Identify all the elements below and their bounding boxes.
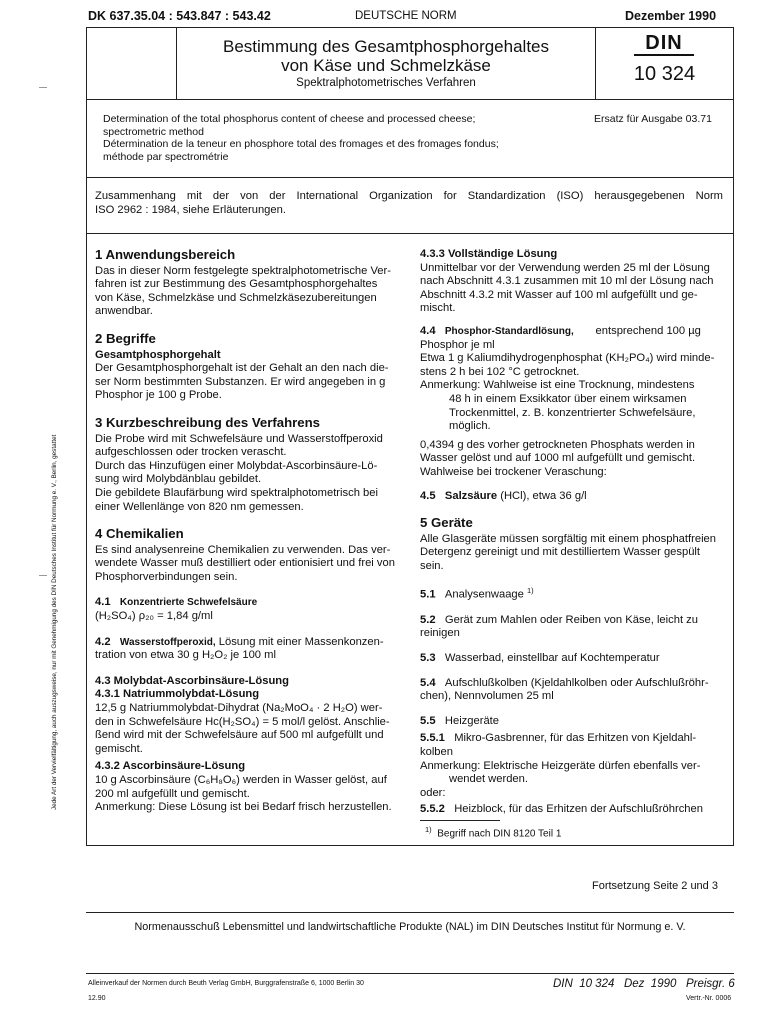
item-5-4 — [420, 677, 725, 691]
section-3-text: Die Probe wird mit Schwefelsäure und Wasserstoffperoxid — [95, 432, 383, 445]
subsection-4-5-heading — [420, 490, 725, 504]
header-rule-top — [86, 27, 734, 28]
footnote-rule — [420, 820, 500, 821]
subsection-4-3-3-heading: 4.3.3 Vollständige Lösung — [420, 248, 558, 260]
subsection-text: tration von etwa 30 g H₂O₂ je 100 ml — [95, 649, 276, 662]
title-line-1: Bestimmung des Gesamtphosphorgehaltes — [222, 37, 549, 56]
section-1-text: anwendbar. — [95, 305, 153, 318]
section-2-text: Der Gesamtphosphorgehalt ist der Gehalt an den nach die- — [95, 362, 389, 375]
subsection-text: stens 2 h bei 102 °C getrocknet. — [420, 365, 580, 378]
din-reference: DIN 10 324 Dez 1990 Preisgr. 6 — [553, 978, 735, 990]
footnote — [425, 825, 561, 839]
footnote-reference: 1) — [527, 586, 534, 596]
iso-relationship — [95, 190, 723, 218]
subsection-number: 4.4 — [420, 324, 436, 337]
subsection-text: nach Abschnitt 4.3.1 zusammen mit 10 ml der Lösung nach — [420, 275, 714, 288]
item-text: kolben — [420, 745, 453, 758]
english-title-2: spectrometric method — [103, 125, 204, 138]
section-3-text: Die gebildete Blaufärbung wird spektralphotometrisch bei — [95, 486, 378, 499]
note-text: Anmerkung: Wahlweise ist eine Trocknung, mindestens — [420, 379, 695, 392]
subsection-4-2-heading — [95, 636, 400, 650]
subsection-number: 4.5 — [420, 489, 436, 502]
frame-left — [86, 27, 87, 846]
committee: Normenausschuß Lebensmittel und landwirtschaftliche Produkte (NAL) im DIN Deutsches Institut für Normung e. V. — [134, 921, 686, 933]
subsection-text: gemischt. — [95, 742, 143, 755]
subsection-text: Unmittelbar vor der Verwendung werden 25 ml der Lösung — [420, 261, 710, 274]
item-number: 5.5 — [420, 714, 436, 727]
subsection-text: Etwa 1 g Kaliumdihydrogenphosphat (KH₂PO₄) wird minde- — [420, 352, 715, 365]
section-2-text: Phosphor je 100 g Probe. — [95, 389, 222, 402]
left-column — [95, 248, 400, 815]
subsection-text: Lösung mit einer Massenkonzen- — [215, 635, 384, 648]
item-5-5-1 — [420, 732, 725, 746]
intro-rule — [86, 233, 734, 234]
subsection-4-3-heading: 4.3 Molybdat-Ascorbinsäure-Lösung — [95, 674, 289, 687]
right-column — [420, 248, 725, 817]
item-text: reinigen — [420, 627, 460, 640]
subsection-text: 10 g Ascorbinsäure (C₆H₈O₆) werden in Wasser gelöst, auf — [95, 774, 387, 786]
distribution-number: Vertr.-Nr. 0006 — [686, 995, 732, 1002]
item-5-5 — [420, 715, 725, 729]
frame-bottom — [86, 845, 734, 846]
subsection-4-4-heading — [420, 325, 725, 339]
section-5-heading: 5 Geräte — [420, 515, 473, 531]
footnote-text: Begriff nach DIN 8120 Teil 1 — [437, 828, 562, 840]
subsection-title: Konzentrierte Schwefelsäure — [119, 597, 258, 609]
note-text: möglich. — [449, 420, 491, 433]
section-4-text: wendete Wasser muß destilliert oder entionisiert und frei von — [95, 557, 395, 570]
subsection-text: 12,5 g Natriummolybdat-Dihydrat (Na₂MoO₄ · 2 H₂O) wer- — [95, 702, 383, 715]
replaces-edition: Ersatz für Ausgabe 03.71 — [594, 113, 712, 125]
section-1-text: fahren ist zur Bestimmung des Gesamtphosphorgehaltes — [95, 278, 378, 291]
norm-type: DEUTSCHE NORM — [355, 10, 457, 22]
section-4-text: Phosphorverbindungen sein. — [95, 570, 238, 583]
footnote-mark: 1) — [425, 825, 432, 834]
item-5-2 — [420, 614, 725, 628]
subsection-title: Wasserstoffperoxid, — [119, 636, 216, 648]
item-text: Analysenwaage — [444, 589, 524, 602]
subsection-text: Wahlweise bei trockener Veraschung: — [420, 465, 607, 478]
section-5-text: sein. — [420, 559, 444, 572]
section-1-heading: 1 Anwendungsbereich — [95, 247, 236, 262]
item-text: Mikro-Gasbrenner, für das Erhitzen von Kjeldahl- — [454, 732, 697, 745]
note-text: 48 h in einem Exsikkator über einem wirksamen — [449, 392, 687, 405]
section-4-heading: 4 Chemikalien — [95, 526, 184, 542]
section-3-heading: 3 Kurzbeschreibung des Verfahrens — [95, 414, 320, 430]
item-text: Aufschlußkolben (Kjeldahlkolben oder Aufschlußröhr- — [444, 676, 709, 689]
item-number: 5.5.1 — [420, 732, 445, 745]
section-3-text: einer Wellenlänge von 820 nm gemessen. — [95, 500, 304, 513]
section-5-text: Detergenz gereinigt und mit destilliertem Wasser gespült — [420, 546, 701, 559]
section-3-text: Durch das Hinzufügen einer Molybdat-Ascorbinsäure-Lö- — [95, 459, 378, 472]
copyright-side-note — [51, 290, 62, 810]
section-2-text: ser Norm bestimmten Substanzen. Er wird angegeben in g — [95, 375, 386, 388]
sales-note: Alleinverkauf der Normen durch Beuth Verlag GmbH, Burggrafenstraße 6, 1000 Berlin 30 — [88, 980, 364, 987]
continuation-note: Fortsetzung Seite 2 und 3 — [592, 880, 718, 892]
title-translations — [103, 113, 499, 163]
intro-line-2: ISO 2962 : 1984, siehe Erläuterungen. — [95, 203, 286, 216]
item-text: Heizgeräte — [444, 714, 499, 727]
translation-rule — [86, 177, 734, 178]
subsection-text: 0,4394 g des vorher getrockneten Phosphats werden in — [420, 438, 695, 451]
committee-rule-bottom — [86, 973, 734, 974]
subsection-text: 200 ml aufgefüllt und gemischt. — [95, 787, 250, 800]
din-number: 10 324 — [633, 63, 696, 85]
english-title-1: Determination of the total phosphorus content of cheese and processed cheese; — [103, 113, 476, 125]
note-text: Anmerkung: Diese Lösung ist bei Bedarf frisch herzustellen. — [95, 801, 392, 814]
subsection-text: ßend wird mit der Schwefelsäure auf 500 ml aufgefüllt und — [95, 729, 384, 742]
item-number: 5.5.2 — [420, 803, 445, 816]
item-number: 5.4 — [420, 676, 436, 689]
subsection-text: (HCl), etwa 36 g/l — [497, 489, 587, 502]
print-code: 12.90 — [88, 995, 106, 1002]
section-1-text: Das in dieser Norm festgelegte spektralphotometrische Ver- — [95, 264, 391, 277]
dk-classification: DK 637.35.04 : 543.847 : 543.42 — [88, 9, 271, 23]
subsection-4-3-2-heading: 4.3.2 Ascorbinsäure-Lösung — [95, 760, 246, 773]
item-text: Heizblock, für das Erhitzen der Aufschlußröhrchen — [454, 803, 703, 816]
frame-right — [733, 27, 734, 846]
din-logo-underline — [634, 54, 694, 56]
subsection-title: Phosphor-Standardlösung, — [444, 325, 574, 337]
intro-line-1: Zusammenhang mit der von der International Organization for Standardization (ISO) herausgegebenen Norm — [95, 190, 723, 202]
issue-date: Dezember 1990 — [625, 9, 717, 23]
subsection-text: Wasser gelöst und auf 1000 ml aufgefüllt und gemischt. — [420, 452, 696, 465]
subsection-number: 4.1 — [95, 596, 111, 609]
section-3-text: sung wird Molybdänblau gebildet. — [95, 473, 262, 486]
subsection-text: Phosphor je ml — [420, 338, 495, 351]
french-title-2: méthode par spectrométrie — [103, 150, 229, 163]
margin-mark — [39, 575, 47, 576]
section-2-heading: 2 Begriffe — [95, 330, 156, 346]
term-heading: Gesamtphosphorgehalt — [95, 348, 221, 361]
din-logo-text: DIN — [645, 32, 683, 54]
document-subtitle: Spektralphotometrisches Verfahren — [296, 77, 476, 89]
note-text: wendet werden. — [449, 773, 528, 786]
subsection-text: Abschnitt 4.3.2 mit Wasser auf 100 ml aufgefüllt und ge- — [420, 288, 698, 301]
note-text: Anmerkung: Elektrische Heizgeräte dürfen ebenfalls ver- — [420, 759, 701, 772]
density-formula: (H₂SO₄) ρ₂₀ = 1,84 g/ml — [95, 610, 213, 623]
section-5-text: Alle Glasgeräte müssen sorgfältig mit einem phosphatfreien — [420, 532, 716, 545]
subsection-title: Salzsäure — [444, 489, 498, 502]
subsection-text: entsprechend 100 µg — [595, 324, 701, 337]
margin-mark — [39, 87, 47, 88]
section-3-text: aufgeschlossen oder trocken verascht. — [95, 446, 287, 459]
item-number: 5.1 — [420, 589, 436, 602]
section-4-text: Es sind analysenreine Chemikalien zu verwenden. Das ver- — [95, 543, 391, 556]
copyright-text: Jede Art der Vervielfältigung, auch auszugsweise, nur mit Genehmigung des DIN Deutsches Institut für Normung e. V., Berlin, gestattet — [51, 434, 58, 810]
item-5-3 — [420, 652, 725, 666]
subsection-text: mischt. — [420, 302, 456, 315]
note-text: Trockenmittel, z. B. konzentrierter Schwefelsäure, — [449, 406, 696, 419]
subsection-4-1-heading — [95, 596, 400, 610]
item-text: chen), Nennvolumen 25 ml — [420, 690, 554, 703]
french-title-1: Détermination de la teneur en phosphore total des fromages et des fromages fondus; — [103, 138, 499, 151]
item-text: Gerät zum Mahlen oder Reiben von Käse, leicht zu — [444, 613, 698, 626]
item-number: 5.2 — [420, 613, 436, 626]
item-5-1 — [420, 584, 725, 602]
din-logo — [634, 33, 694, 53]
section-1-text: von Käse, Schmelzkäse und Schmelzkäsezubereitungen — [95, 291, 377, 304]
item-5-5-2 — [420, 803, 725, 817]
subsection-text: den in Schwefelsäure Hc(H₂SO₄) = 5 mol/l gelöst. Anschlie- — [95, 715, 390, 728]
item-number: 5.3 — [420, 651, 436, 664]
item-text: Wasserbad, einstellbar auf Kochtemperatur — [444, 651, 660, 664]
title-line-2: von Käse und Schmelzkäse — [281, 56, 491, 75]
subsection-4-3-1-heading: 4.3.1 Natriummolybdat-Lösung — [95, 688, 260, 701]
alternative-label: oder: — [420, 786, 446, 799]
document-title — [177, 37, 595, 75]
header-rule-bottom — [86, 99, 734, 100]
committee-rule-top — [86, 912, 734, 913]
subsection-number: 4.2 — [95, 635, 111, 648]
